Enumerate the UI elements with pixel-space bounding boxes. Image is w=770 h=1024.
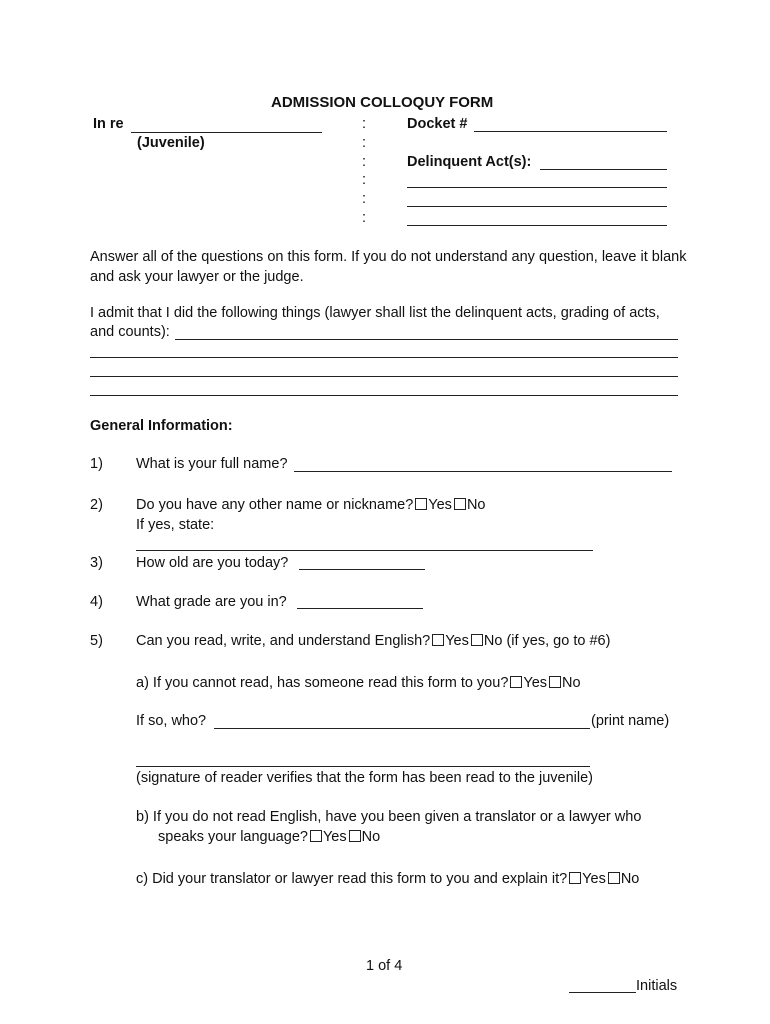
q5b-text-line2: speaks your language? (158, 829, 308, 845)
admit-line-3[interactable] (90, 376, 678, 377)
q3-answer-line[interactable] (299, 569, 425, 570)
q5a-no-label: No (562, 675, 581, 691)
q1-number: 1) (90, 456, 103, 472)
q3-number: 3) (90, 555, 103, 571)
signature-caption: (signature of reader verifies that the form has been read to the juvenile) (136, 770, 594, 786)
q1-text: What is your full name? (136, 456, 288, 472)
q2-yes-label: Yes (428, 497, 452, 513)
admit-line-1[interactable] (175, 339, 678, 340)
q5c-text: c) Did your translator or lawyer read this form to you and explain it? (136, 871, 568, 887)
q2-number: 2) (90, 497, 103, 513)
q5a-who-line[interactable] (214, 728, 590, 729)
signature-line[interactable] (136, 766, 590, 767)
admit-line-4[interactable] (90, 395, 678, 396)
q5b-text-line1: b) If you do not read English, have you been given a translator or a lawyer who (136, 809, 642, 825)
docket-label: Docket # (407, 116, 468, 132)
q5c-no-checkbox[interactable] (608, 872, 620, 884)
general-info-heading: General Information: (90, 418, 233, 434)
page-number: 1 of 4 (366, 958, 403, 974)
q5b-yes-label: Yes (322, 829, 347, 845)
q2-answer-line[interactable] (136, 550, 593, 551)
q2-row (136, 497, 485, 513)
colon-5: : (362, 191, 367, 207)
q5c-yes-label: Yes (582, 871, 606, 887)
q4-text: What grade are you in? (136, 594, 287, 610)
colon-3: : (362, 154, 367, 170)
q5a-text: a) If you cannot read, has someone read this form to you? (136, 675, 509, 691)
delinquent-acts-label: Delinquent Act(s): (407, 154, 532, 170)
q5b-no-checkbox[interactable] (349, 830, 361, 842)
colon-2: : (362, 135, 367, 151)
q5-note: (if yes, go to #6) (506, 633, 611, 649)
q2-text: Do you have any other name or nickname? (136, 497, 414, 513)
q5a-yes-label: Yes (523, 675, 548, 691)
q5c-no-label: No (620, 871, 640, 887)
q5a-yes-checkbox[interactable] (510, 676, 522, 688)
q5-number: 5) (90, 633, 103, 649)
in-re-label: In re (93, 116, 124, 132)
q5-text: Can you read, write, and understand English? (136, 633, 431, 649)
admit-text-line1: I admit that I did the following things (lawyer shall list the delinquent acts, grading of acts, (90, 305, 660, 321)
colon-1: : (362, 116, 367, 132)
q5-no-label: No (483, 633, 503, 649)
in-re-line[interactable] (131, 132, 322, 133)
instructions-text: Answer all of the questions on this form. If you do not understand any question, leave it blank and ask your lawyer or the judge. (90, 249, 687, 285)
q2-followup: If yes, state: (136, 517, 215, 533)
q5a-row (136, 675, 581, 691)
q5-yes-label: Yes (445, 633, 469, 649)
q5a-no-checkbox[interactable] (549, 676, 561, 688)
q2-no-label: No (466, 497, 486, 513)
initials-label: Initials (636, 978, 678, 994)
q5-row (136, 633, 610, 649)
admit-line-2[interactable] (90, 357, 678, 358)
q5-no-checkbox[interactable] (471, 634, 483, 646)
delinquent-acts-line-4[interactable] (407, 225, 667, 226)
q4-number: 4) (90, 594, 103, 610)
form-title: ADMISSION COLLOQUY FORM (271, 94, 494, 111)
juvenile-label: (Juvenile) (137, 135, 205, 151)
q1-answer-line[interactable] (294, 471, 672, 472)
q5b-yes-checkbox[interactable] (310, 830, 322, 842)
q5a-print-name: (print name) (591, 713, 670, 729)
delinquent-acts-line-2[interactable] (407, 187, 667, 188)
colon-6: : (362, 210, 367, 226)
q2-no-checkbox[interactable] (454, 498, 466, 510)
q5b-no-label: No (361, 829, 381, 845)
q5-yes-checkbox[interactable] (432, 634, 444, 646)
q2-yes-checkbox[interactable] (415, 498, 427, 510)
colon-4: : (362, 172, 367, 188)
q4-answer-line[interactable] (297, 608, 423, 609)
delinquent-acts-line-1[interactable] (540, 169, 667, 170)
initials-line[interactable] (569, 992, 636, 993)
delinquent-acts-line-3[interactable] (407, 206, 667, 207)
q5a-who-text: If so, who? (136, 713, 207, 729)
q5b-row (158, 829, 380, 845)
docket-line[interactable] (474, 131, 667, 132)
q3-text: How old are you today? (136, 555, 289, 571)
q5c-yes-checkbox[interactable] (569, 872, 581, 884)
admit-text-line2: and counts): (90, 324, 170, 340)
q5c-row (136, 871, 639, 887)
